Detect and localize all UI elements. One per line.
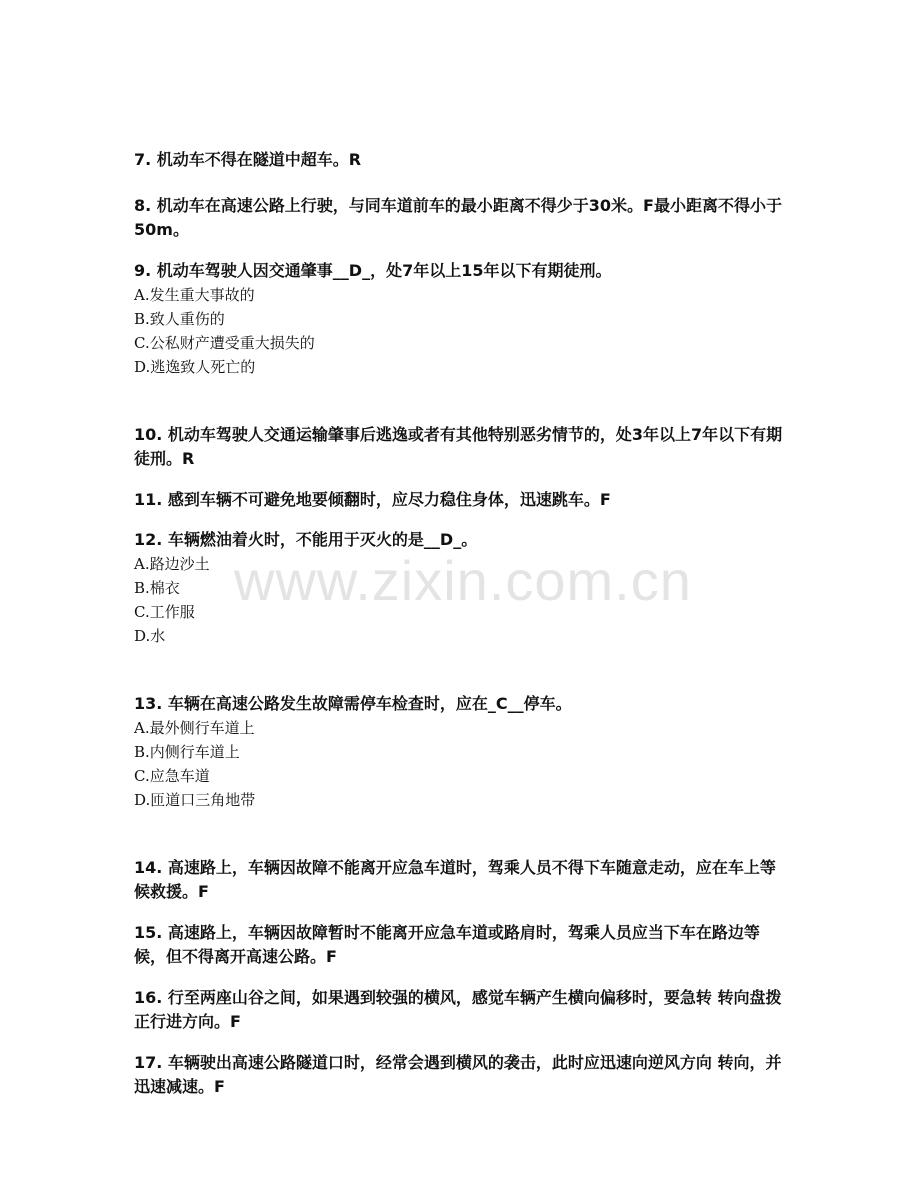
question-13: 13. 车辆在高速公路发生故障需停车检查时，应在_C__停车。	[134, 694, 572, 713]
option-b: B.内侧行车道上	[134, 743, 240, 761]
question-12-options	[134, 552, 784, 648]
watermark: www.zixin.com.cn	[234, 549, 692, 612]
option-d: D.匝道口三角地带	[134, 791, 256, 809]
question-8: 8. 机动车在高速公路上行驶，与同车道前车的最小距离不得少于30米。F最小距离不得小于50m。	[134, 196, 782, 239]
question-17: 17. 车辆驶出高速公路隧道口时，经常会遇到横风的袭击，此时应迅速向逆风方向 转向，并迅速减速。F	[134, 1053, 782, 1096]
option-d: D.水	[134, 627, 166, 645]
question-15: 15. 高速路上，车辆因故障暂时不能离开应急车道或路肩时，驾乘人员应当下车在路边等候，但不得离开高速公路。F	[134, 923, 760, 966]
question-10: 10. 机动车驾驶人交通运输肇事后逃逸或者有其他特别恶劣情节的，处3年以上7年以下有期徒刑。R	[134, 425, 783, 468]
question-11: 11. 感到车辆不可避免地要倾翻时，应尽力稳住身体，迅速跳车。F	[134, 490, 611, 509]
question-16: 16. 行至两座山谷之间，如果遇到较强的横风，感觉车辆产生横向偏移时，要急转 转向盘拨正行进方向。F	[134, 988, 782, 1031]
document-body	[134, 148, 784, 1099]
option-a: A.最外侧行车道上	[134, 719, 255, 737]
question-7: 7. 机动车不得在隧道中超车。R	[134, 150, 362, 169]
question-12: 12. 车辆燃油着火时，不能用于灭火的是__D_。	[134, 530, 478, 549]
option-a: A.路边沙土	[134, 555, 210, 573]
option-c: C.工作服	[134, 603, 195, 621]
option-a: A.发生重大事故的	[134, 286, 255, 304]
question-14: 14. 高速路上，车辆因故障不能离开应急车道时，驾乘人员不得下车随意走动，应在车上等候救援。F	[134, 858, 776, 901]
option-d: D.逃逸致人死亡的	[134, 358, 256, 376]
question-9: 9. 机动车驾驶人因交通肇事__D_，处7年以上15年以下有期徒刑。	[134, 261, 612, 280]
option-b: B.棉衣	[134, 579, 180, 597]
option-c: C.应急车道	[134, 767, 210, 785]
option-b: B.致人重伤的	[134, 310, 225, 328]
question-9-options	[134, 283, 784, 379]
question-13-options	[134, 716, 784, 812]
option-c: C.公私财产遭受重大损失的	[134, 334, 315, 352]
